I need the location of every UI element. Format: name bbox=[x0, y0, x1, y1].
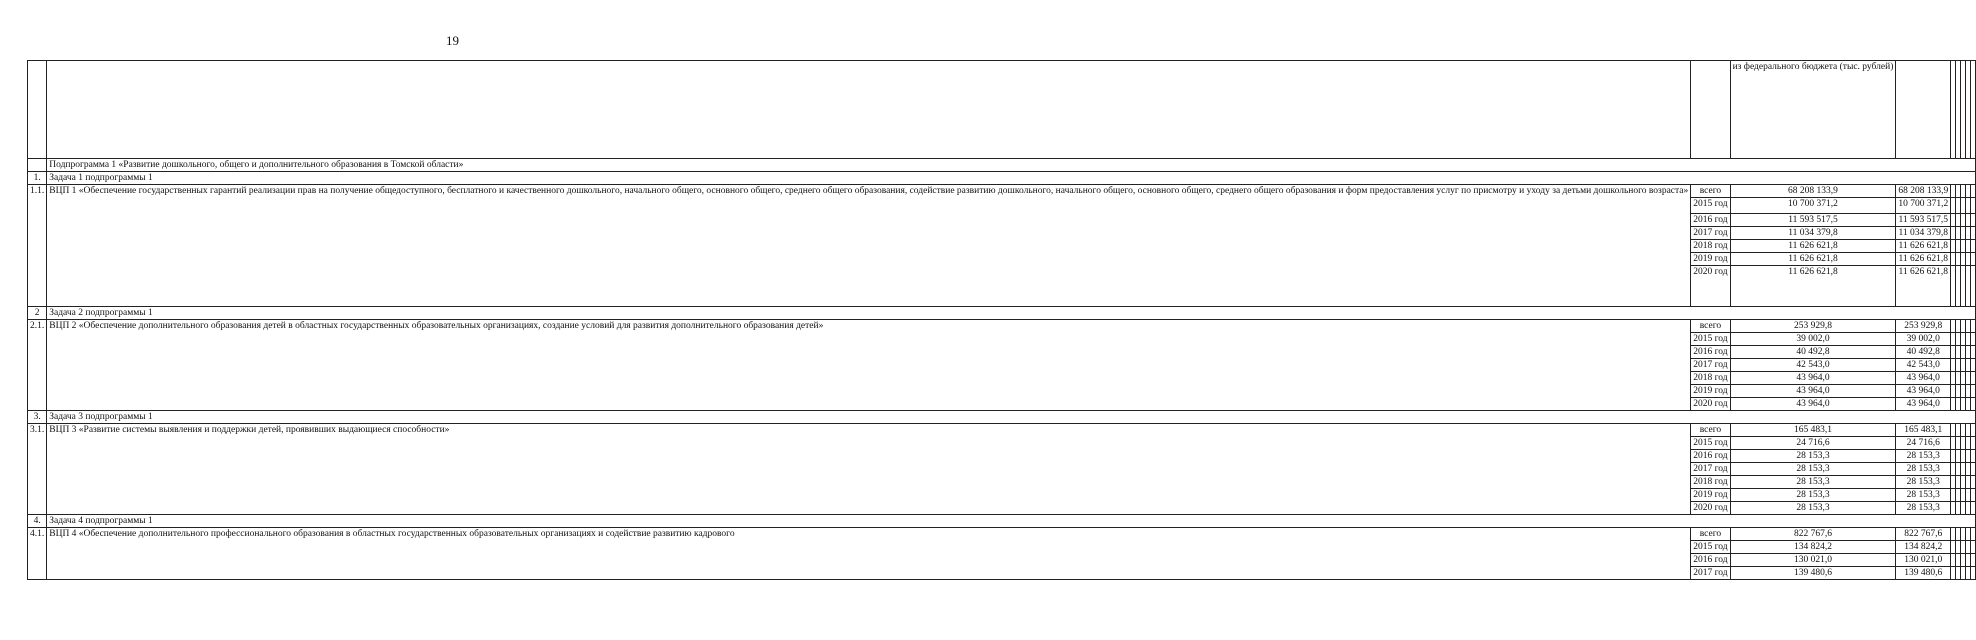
total-value: 28 153,3 bbox=[1730, 463, 1896, 476]
federal-value: 130 021,0 bbox=[1896, 554, 1951, 567]
program-name: ВЦП 3 «Развитие системы выявления и поддержки детей, проявивших выдающиеся способности» bbox=[47, 424, 1691, 515]
period-cell: всего bbox=[1691, 528, 1730, 541]
total-value: 253 929,8 bbox=[1730, 320, 1896, 333]
federal-value: 11 626 621,8 bbox=[1896, 266, 1951, 307]
total-value: 43 964,0 bbox=[1730, 398, 1896, 411]
empty-cell bbox=[1971, 185, 1976, 198]
empty-cell bbox=[1971, 372, 1976, 385]
program-number: 3.1. bbox=[28, 424, 47, 515]
federal-value: 28 153,3 bbox=[1896, 502, 1951, 515]
federal-value: 28 153,3 bbox=[1896, 450, 1951, 463]
table-body bbox=[28, 61, 1976, 580]
period-cell: 2020 год bbox=[1691, 266, 1730, 307]
period-cell: 2016 год bbox=[1691, 346, 1730, 359]
program-row bbox=[28, 424, 1976, 437]
header-cell bbox=[28, 61, 47, 159]
period-cell: 2019 год bbox=[1691, 385, 1730, 398]
total-value: 28 153,3 bbox=[1730, 476, 1896, 489]
empty-cell bbox=[1971, 398, 1976, 411]
total-value: 43 964,0 bbox=[1730, 372, 1896, 385]
task-title: Задача 2 подпрограммы 1 bbox=[47, 307, 1976, 320]
period-cell: 2020 год bbox=[1691, 502, 1730, 515]
federal-value: 39 002,0 bbox=[1896, 333, 1951, 346]
task-title: Задача 1 подпрограммы 1 bbox=[47, 172, 1976, 185]
program-name: ВЦП 4 «Обеспечение дополнительного профессионального образования в областных государственных образовательных организациях и содействие развитию кадрового bbox=[47, 528, 1691, 580]
federal-value: 68 208 133,9 bbox=[1896, 185, 1951, 198]
task-number: 1. bbox=[28, 172, 47, 185]
program-row bbox=[28, 528, 1976, 541]
total-value: 40 492,8 bbox=[1730, 346, 1896, 359]
total-value: 822 767,6 bbox=[1730, 528, 1896, 541]
federal-value: 28 153,3 bbox=[1896, 489, 1951, 502]
empty-cell bbox=[1971, 240, 1976, 253]
period-cell: 2017 год bbox=[1691, 359, 1730, 372]
federal-value: 28 153,3 bbox=[1896, 476, 1951, 489]
subprogram-num-cell bbox=[28, 159, 47, 172]
federal-value: 40 492,8 bbox=[1896, 346, 1951, 359]
period-cell: 2015 год bbox=[1691, 541, 1730, 554]
period-cell: 2019 год bbox=[1691, 489, 1730, 502]
total-value: 28 153,3 bbox=[1730, 502, 1896, 515]
period-cell: 2017 год bbox=[1691, 463, 1730, 476]
total-value: 10 700 371,2 bbox=[1730, 198, 1896, 214]
empty-cell bbox=[1971, 567, 1976, 580]
program-name: ВЦП 1 «Обеспечение государственных гарантий реализации прав на получение общедоступного, бесплатного и качественного дошкольного, начального общего, основного общего, среднего общего образования, содействие развитию дошкольного, начального общего, основного общего, среднего общего образования и форм предоставления услуг по присмотру и уходу за детьми дошкольного возраста» bbox=[47, 185, 1691, 307]
program-name: ВЦП 2 «Обеспечение дополнительного образования детей в областных государственных образовательных организациях, создание условий для развития дополнительного образования детей» bbox=[47, 320, 1691, 411]
empty-cell bbox=[1971, 320, 1976, 333]
empty-cell bbox=[1971, 214, 1976, 227]
period-cell: 2016 год bbox=[1691, 450, 1730, 463]
federal-value: 28 153,3 bbox=[1896, 463, 1951, 476]
period-cell: 2018 год bbox=[1691, 240, 1730, 253]
empty-cell bbox=[1971, 424, 1976, 437]
period-cell: всего bbox=[1691, 185, 1730, 198]
total-value: 11 593 517,5 bbox=[1730, 214, 1896, 227]
total-value: 134 824,2 bbox=[1730, 541, 1896, 554]
federal-value: 11 626 621,8 bbox=[1896, 240, 1951, 253]
empty-cell bbox=[1971, 554, 1976, 567]
total-value: 11 034 379,8 bbox=[1730, 227, 1896, 240]
total-value: 68 208 133,9 bbox=[1730, 185, 1896, 198]
period-cell: 2018 год bbox=[1691, 372, 1730, 385]
budget-table bbox=[27, 60, 1976, 580]
period-cell: 2020 год bbox=[1691, 398, 1730, 411]
task-title: Задача 4 подпрограммы 1 bbox=[47, 515, 1976, 528]
period-cell: 2019 год bbox=[1691, 253, 1730, 266]
empty-cell bbox=[1971, 253, 1976, 266]
total-value: 28 153,3 bbox=[1730, 450, 1896, 463]
period-cell: 2015 год bbox=[1691, 198, 1730, 214]
task-number: 4. bbox=[28, 515, 47, 528]
federal-value: 10 700 371,2 bbox=[1896, 198, 1951, 214]
header-cell bbox=[1896, 61, 1951, 159]
federal-value: 24 716,6 bbox=[1896, 437, 1951, 450]
empty-cell bbox=[1971, 227, 1976, 240]
total-value: 28 153,3 bbox=[1730, 489, 1896, 502]
total-value: 24 716,6 bbox=[1730, 437, 1896, 450]
federal-value: 43 964,0 bbox=[1896, 385, 1951, 398]
federal-value: 139 480,6 bbox=[1896, 567, 1951, 580]
empty-cell bbox=[1971, 346, 1976, 359]
total-value: 139 480,6 bbox=[1730, 567, 1896, 580]
program-row bbox=[28, 185, 1976, 198]
federal-value: 165 483,1 bbox=[1896, 424, 1951, 437]
empty-cell bbox=[1971, 198, 1976, 214]
header-cell bbox=[47, 61, 1691, 159]
task-row bbox=[28, 515, 1976, 528]
program-number: 2.1. bbox=[28, 320, 47, 411]
task-number: 2 bbox=[28, 307, 47, 320]
period-cell: 2018 год bbox=[1691, 476, 1730, 489]
period-cell: 2016 год bbox=[1691, 554, 1730, 567]
total-value: 39 002,0 bbox=[1730, 333, 1896, 346]
federal-value: 43 964,0 bbox=[1896, 398, 1951, 411]
empty-cell bbox=[1971, 502, 1976, 515]
period-cell: 2017 год bbox=[1691, 567, 1730, 580]
empty-cell bbox=[1971, 489, 1976, 502]
period-cell: 2015 год bbox=[1691, 437, 1730, 450]
task-title: Задача 3 подпрограммы 1 bbox=[47, 411, 1976, 424]
total-value: 11 626 621,8 bbox=[1730, 253, 1896, 266]
empty-cell bbox=[1971, 437, 1976, 450]
empty-cell bbox=[1971, 463, 1976, 476]
header-cell bbox=[1691, 61, 1730, 159]
total-value: 11 626 621,8 bbox=[1730, 240, 1896, 253]
total-value: 165 483,1 bbox=[1730, 424, 1896, 437]
program-number: 4.1. bbox=[28, 528, 47, 580]
task-row bbox=[28, 307, 1976, 320]
federal-value: 11 626 621,8 bbox=[1896, 253, 1951, 266]
empty-cell bbox=[1971, 266, 1976, 307]
federal-value: 134 824,2 bbox=[1896, 541, 1951, 554]
total-value: 11 626 621,8 bbox=[1730, 266, 1896, 307]
empty-cell bbox=[1971, 528, 1976, 541]
header-cell bbox=[1971, 61, 1976, 159]
empty-cell bbox=[1971, 541, 1976, 554]
period-cell: 2016 год bbox=[1691, 214, 1730, 227]
empty-cell bbox=[1971, 359, 1976, 372]
header-row bbox=[28, 61, 1976, 159]
empty-cell bbox=[1971, 476, 1976, 489]
task-number: 3. bbox=[28, 411, 47, 424]
page-number: 19 bbox=[446, 33, 459, 48]
program-row bbox=[28, 320, 1976, 333]
period-cell: всего bbox=[1691, 320, 1730, 333]
task-row bbox=[28, 411, 1976, 424]
period-cell: всего bbox=[1691, 424, 1730, 437]
subprogram-row bbox=[28, 159, 1976, 172]
total-value: 130 021,0 bbox=[1730, 554, 1896, 567]
federal-value: 253 929,8 bbox=[1896, 320, 1951, 333]
federal-value: 42 543,0 bbox=[1896, 359, 1951, 372]
federal-value: 11 593 517,5 bbox=[1896, 214, 1951, 227]
header-federal-budget: из федерального бюджета (тыс. рублей) bbox=[1730, 61, 1896, 159]
federal-value: 822 767,6 bbox=[1896, 528, 1951, 541]
task-row bbox=[28, 172, 1976, 185]
empty-cell bbox=[1971, 450, 1976, 463]
period-cell: 2015 год bbox=[1691, 333, 1730, 346]
total-value: 42 543,0 bbox=[1730, 359, 1896, 372]
federal-value: 11 034 379,8 bbox=[1896, 227, 1951, 240]
program-number: 1.1. bbox=[28, 185, 47, 307]
period-cell: 2017 год bbox=[1691, 227, 1730, 240]
total-value: 43 964,0 bbox=[1730, 385, 1896, 398]
empty-cell bbox=[1971, 385, 1976, 398]
empty-cell bbox=[1971, 333, 1976, 346]
federal-value: 43 964,0 bbox=[1896, 372, 1951, 385]
subprogram-title: Подпрограмма 1 «Развитие дошкольного, общего и дополнительного образования в Томской области» bbox=[47, 159, 1976, 172]
